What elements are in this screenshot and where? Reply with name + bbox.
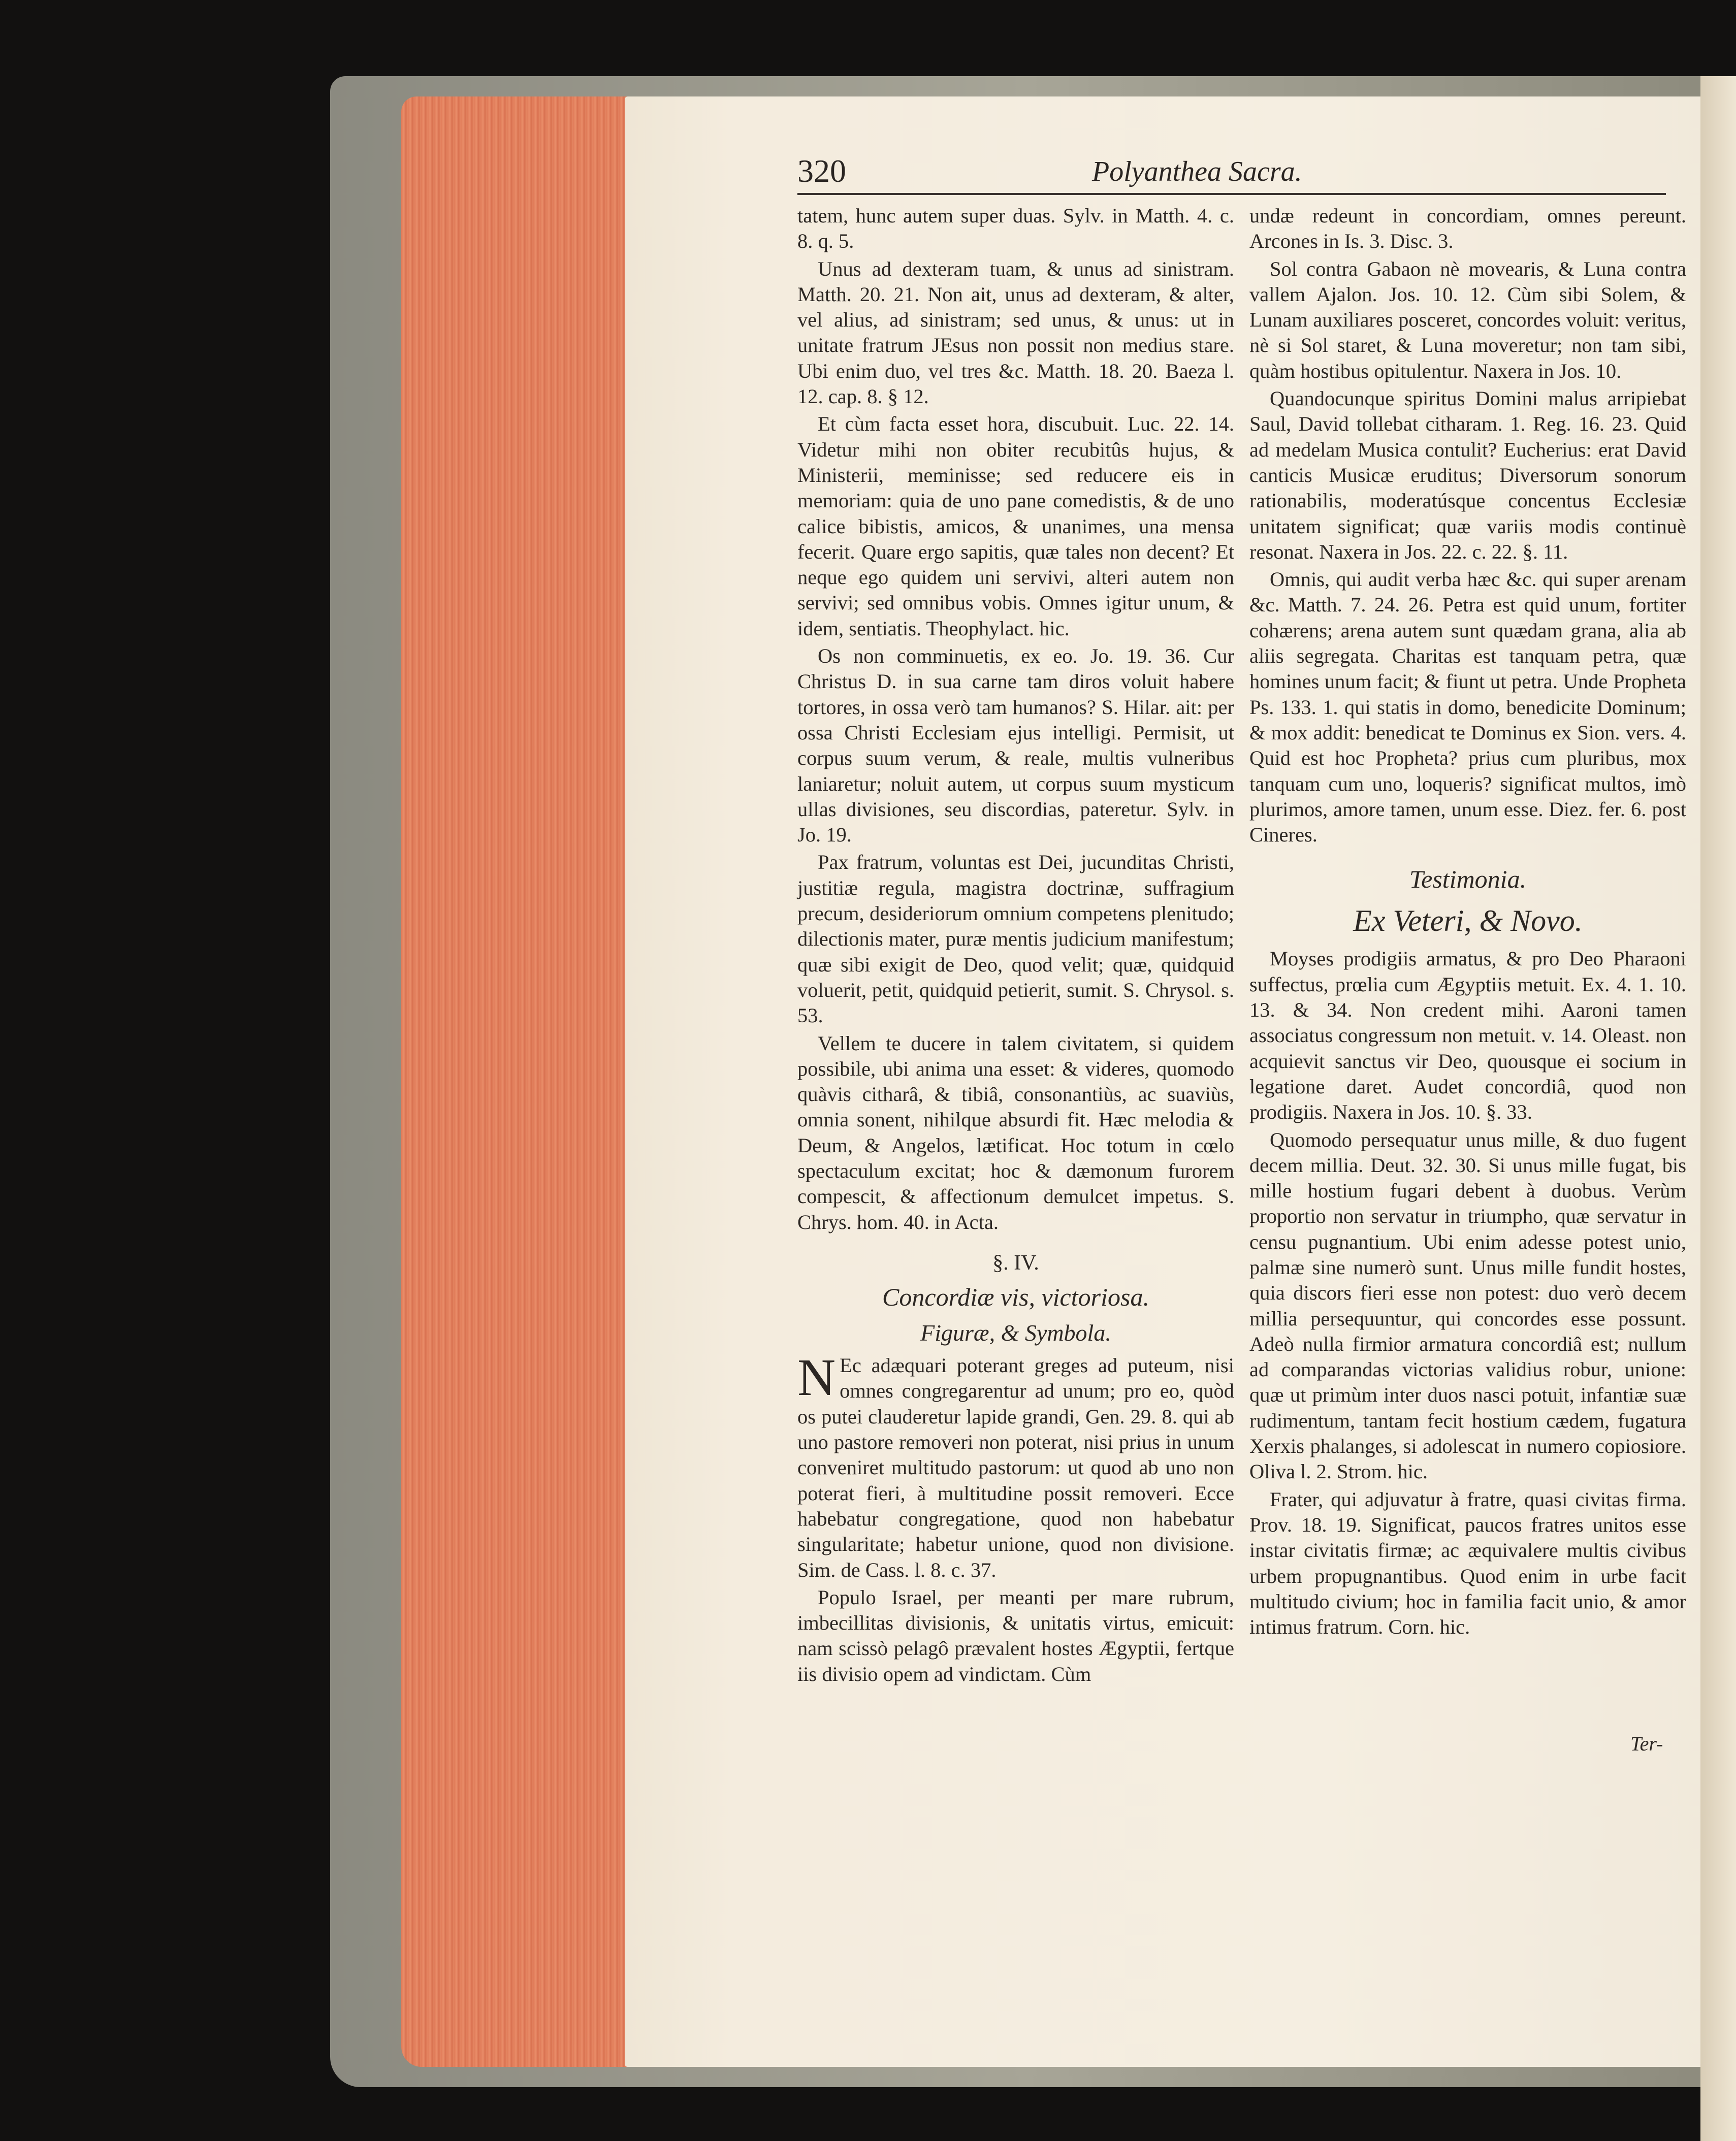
drop-cap: N [797, 1348, 836, 1407]
paragraph: undæ redeunt in concordiam, omnes pereunt. Arcones in Is. 3. Disc. 3. [1249, 204, 1686, 253]
paragraph: Frater, qui adjuvatur à fratre, quasi civitas firma. Prov. 18. 19. Significat, paucos fratres unitos esse instar civitatis firmæ; ac æquivalere multis civibus urbem propugnantibus. Quod enim in urbe facit multitudo civium; hoc in familia facit unio, & amor intimus fratrum. Corn. hic. [1249, 1487, 1686, 1639]
page-number: 320 [797, 153, 846, 189]
running-head [797, 152, 1346, 193]
catchword: Ter- [1630, 1732, 1663, 1755]
paragraph: Sol contra Gabaon nè movearis, & Luna contra vallem Ajalon. Jos. 10. 12. Cùm sibi Solem, & Lunam auxiliares posceret, concordes voluit: veritus, nè si Sol staret, & Luna moveretur; non tam sibi, quàm hostibus opitulentur. Naxera in Jos. 10. [1249, 257, 1686, 382]
section-heading: Ex Veteri, & Novo. [1353, 904, 1583, 938]
section-heading: Testimonia. [1409, 865, 1527, 894]
paragraph: Omnis, qui audit verba hæc &c. qui super arenam &c. Matth. 7. 24. 26. Petra est quid unum, fortiter cohærens; arena autem sunt quædam grana, alia ab aliis segregata. Charitas est tanquam petra, quæ homines unum facit; & fiunt ut petra. Unde Propheta Ps. 133. 1. qui statis in domo, benedicite Dominum; & mox addit: benedicat te Dominus ex Sion. vers. 4. Quid est hoc Propheta? prius cum pluribus, mox tanquam cum uno, loqueris? significat multos, imò plurimos, amore tamen, unum esse. Diez. fer. 6. post Cineres. [1249, 568, 1686, 847]
paragraph: Vellem te ducere in talem civitatem, si quidem possibile, ubi anima una esset: & videres, quomodo quàvis citharâ, & tibiâ, consonantiùs, ac suaviùs, omnia sonent, nihilque absurdi fit. Hæc melodia & Deum, & Angelos, lætificat. Hoc totum in cœlo spectaculum excitat; hoc & dæmonum furorem compescit, & affectionum demulcet impetus. S. Chrys. hom. 40. in Acta. [797, 1031, 1234, 1234]
section-heading: Concordiæ vis, victoriosa. [882, 1283, 1149, 1312]
header-rule [797, 193, 1666, 195]
paragraph: Quomodo persequatur unus mille, & duo fugent decem millia. Deut. 32. 30. Si unus mille fugat, bis mille hostium fugari debent à duobus. Verùm proportio non servatur in triumpho, quæ servatur in censu pugnantium. Ubi enim adesse potest unio, palmæ sine numerò sunt. Unus mille fundit hostes, quia discors fieri esse non potest: duo verò decem millia persequuntur, qui concordes esse possunt. Adeò nulla firmior armatura concordiâ est; nullum ad comparandas victorias validius robur, unione: quæ ut primùm inter duos nasci potuit, infantiæ suæ rudimentum, tantam fecit hostium cædem, fugatura Xerxis phalanges, si adolescat in numero copiosiore. Oliva l. 2. Strom. hic. [1249, 1128, 1686, 1483]
running-title: Polyanthea Sacra. [1092, 156, 1302, 187]
left-column [797, 203, 1234, 1689]
paragraph: Populo Israel, per meanti per mare rubrum, imbecillitas divisionis, & unitatis virtus, emicuit: nam scissò pelagô prævalent hostes Ægyptii, fertque iis divisio opem ad vindictam. Cùm [797, 1585, 1234, 1685]
facing-page-edge [1700, 76, 1736, 2141]
section-subheading: Figuræ, & Symbola. [920, 1320, 1111, 1346]
paragraph-text: Ec adæquari poterant greges ad puteum, nisi omnes congregarentur ad unum; pro eo, quòd os putei clauderetur lapide grandi, Gen. 29. 8. qui ab uno pastore removeri non poterat, nisi prius in unum conveniret multitudo pastorum: ut quod ab uno non poterat fieri, à multitudine possit removeri. Ecce habebatur congregatione, quod non habebatur singularitate; habetur unione, quod non divisione. Sim. de Cass. l. 8. c. 37. [797, 1354, 1234, 1581]
right-column [1249, 203, 1686, 1642]
paragraph [797, 1348, 1234, 1583]
paragraph: Unus ad dexteram tuam, & unus ad sinistram. Matth. 20. 21. Non ait, unus ad dexteram, & alter, vel alius, ad sinistram; sed unus, & unus: ut in unitate fratrum JEsus non possit non medius stare. Ubi enim duo, vel tres &c. Matth. 18. 20. Baeza l. 12. cap. 8. § 12. [797, 257, 1234, 408]
paragraph: Et cùm facta esset hora, discubuit. Luc. 22. 14. Videtur mihi non obiter recubitûs hujus, & Ministerii, meminisse; sed reducere eis in memoriam: quia de uno pane comedistis, & de uno calice bibistis, amicos, & unanimes, una mensa fecerit. Quare ergo sapitis, quæ tales non decent? Et neque ego quidem uni servivi, alteri autem non servivi; sed omnibus vobis. Omnes igitur unum, & idem, sentiatis. Theophylact. hic. [797, 412, 1234, 640]
section-number: §. IV. [992, 1251, 1039, 1275]
paragraph: Quandocunque spiritus Domini malus arripiebat Saul, David tollebat citharam. 1. Reg. 16. 23. Quid ad medelam Musica contulit? Eucherius: erat David canticis Musicæ eruditus; Diversorum sonorum rationabilis, moderatúsque concentus Ecclesiæ unitatem significat; quæ variis modis continuè resonat. Naxera in Jos. 22. c. 22. §. 11. [1249, 387, 1686, 563]
paragraph: tatem, hunc autem super duas. Sylv. in Matth. 4. c. 8. q. 5. [797, 204, 1234, 253]
paragraph: Os non comminuetis, ex eo. Jo. 19. 36. Cur Christus D. in sua carne tam diros voluit habere tortores, in ossa verò tam humanos? S. Hilar. ait: per ossa Christi Ecclesiam ejus intelligi. Permisit, ut corpus suum verum, & reale, multis vulneribus laniaretur; noluit autem, ut corpus suum mysticum ullas divisiones, seu discordias, pateretur. Sylv. in Jo. 19. [797, 644, 1234, 847]
paragraph: Pax fratrum, voluntas est Dei, jucunditas Christi, justitiæ regula, magistra doctrinæ, suffragium precum, desideriorum omnium competens plenitudo; dilectionis mater, puræ mentis judicium manifestum; quæ sibi exigit de Deo, quod velit; quæ, quidquid voluerit, petit, quidquid petierit, sumit. S. Chrysol. s. 53. [797, 851, 1234, 1027]
paragraph: Moyses prodigiis armatus, & pro Deo Pharaoni suffectus, prœlia cum Ægyptiis metuit. Ex. 4. 1. 10. 13. & 34. Non credent mihi. Aaroni tamen associatus congressum non metuit. v. 14. Oleast. non acquievit sanctus vir Deo, quousque ei socium in legatione daret. Audet concordiâ, quod non prodigiis. Naxera in Jos. 10. §. 33. [1249, 947, 1686, 1124]
